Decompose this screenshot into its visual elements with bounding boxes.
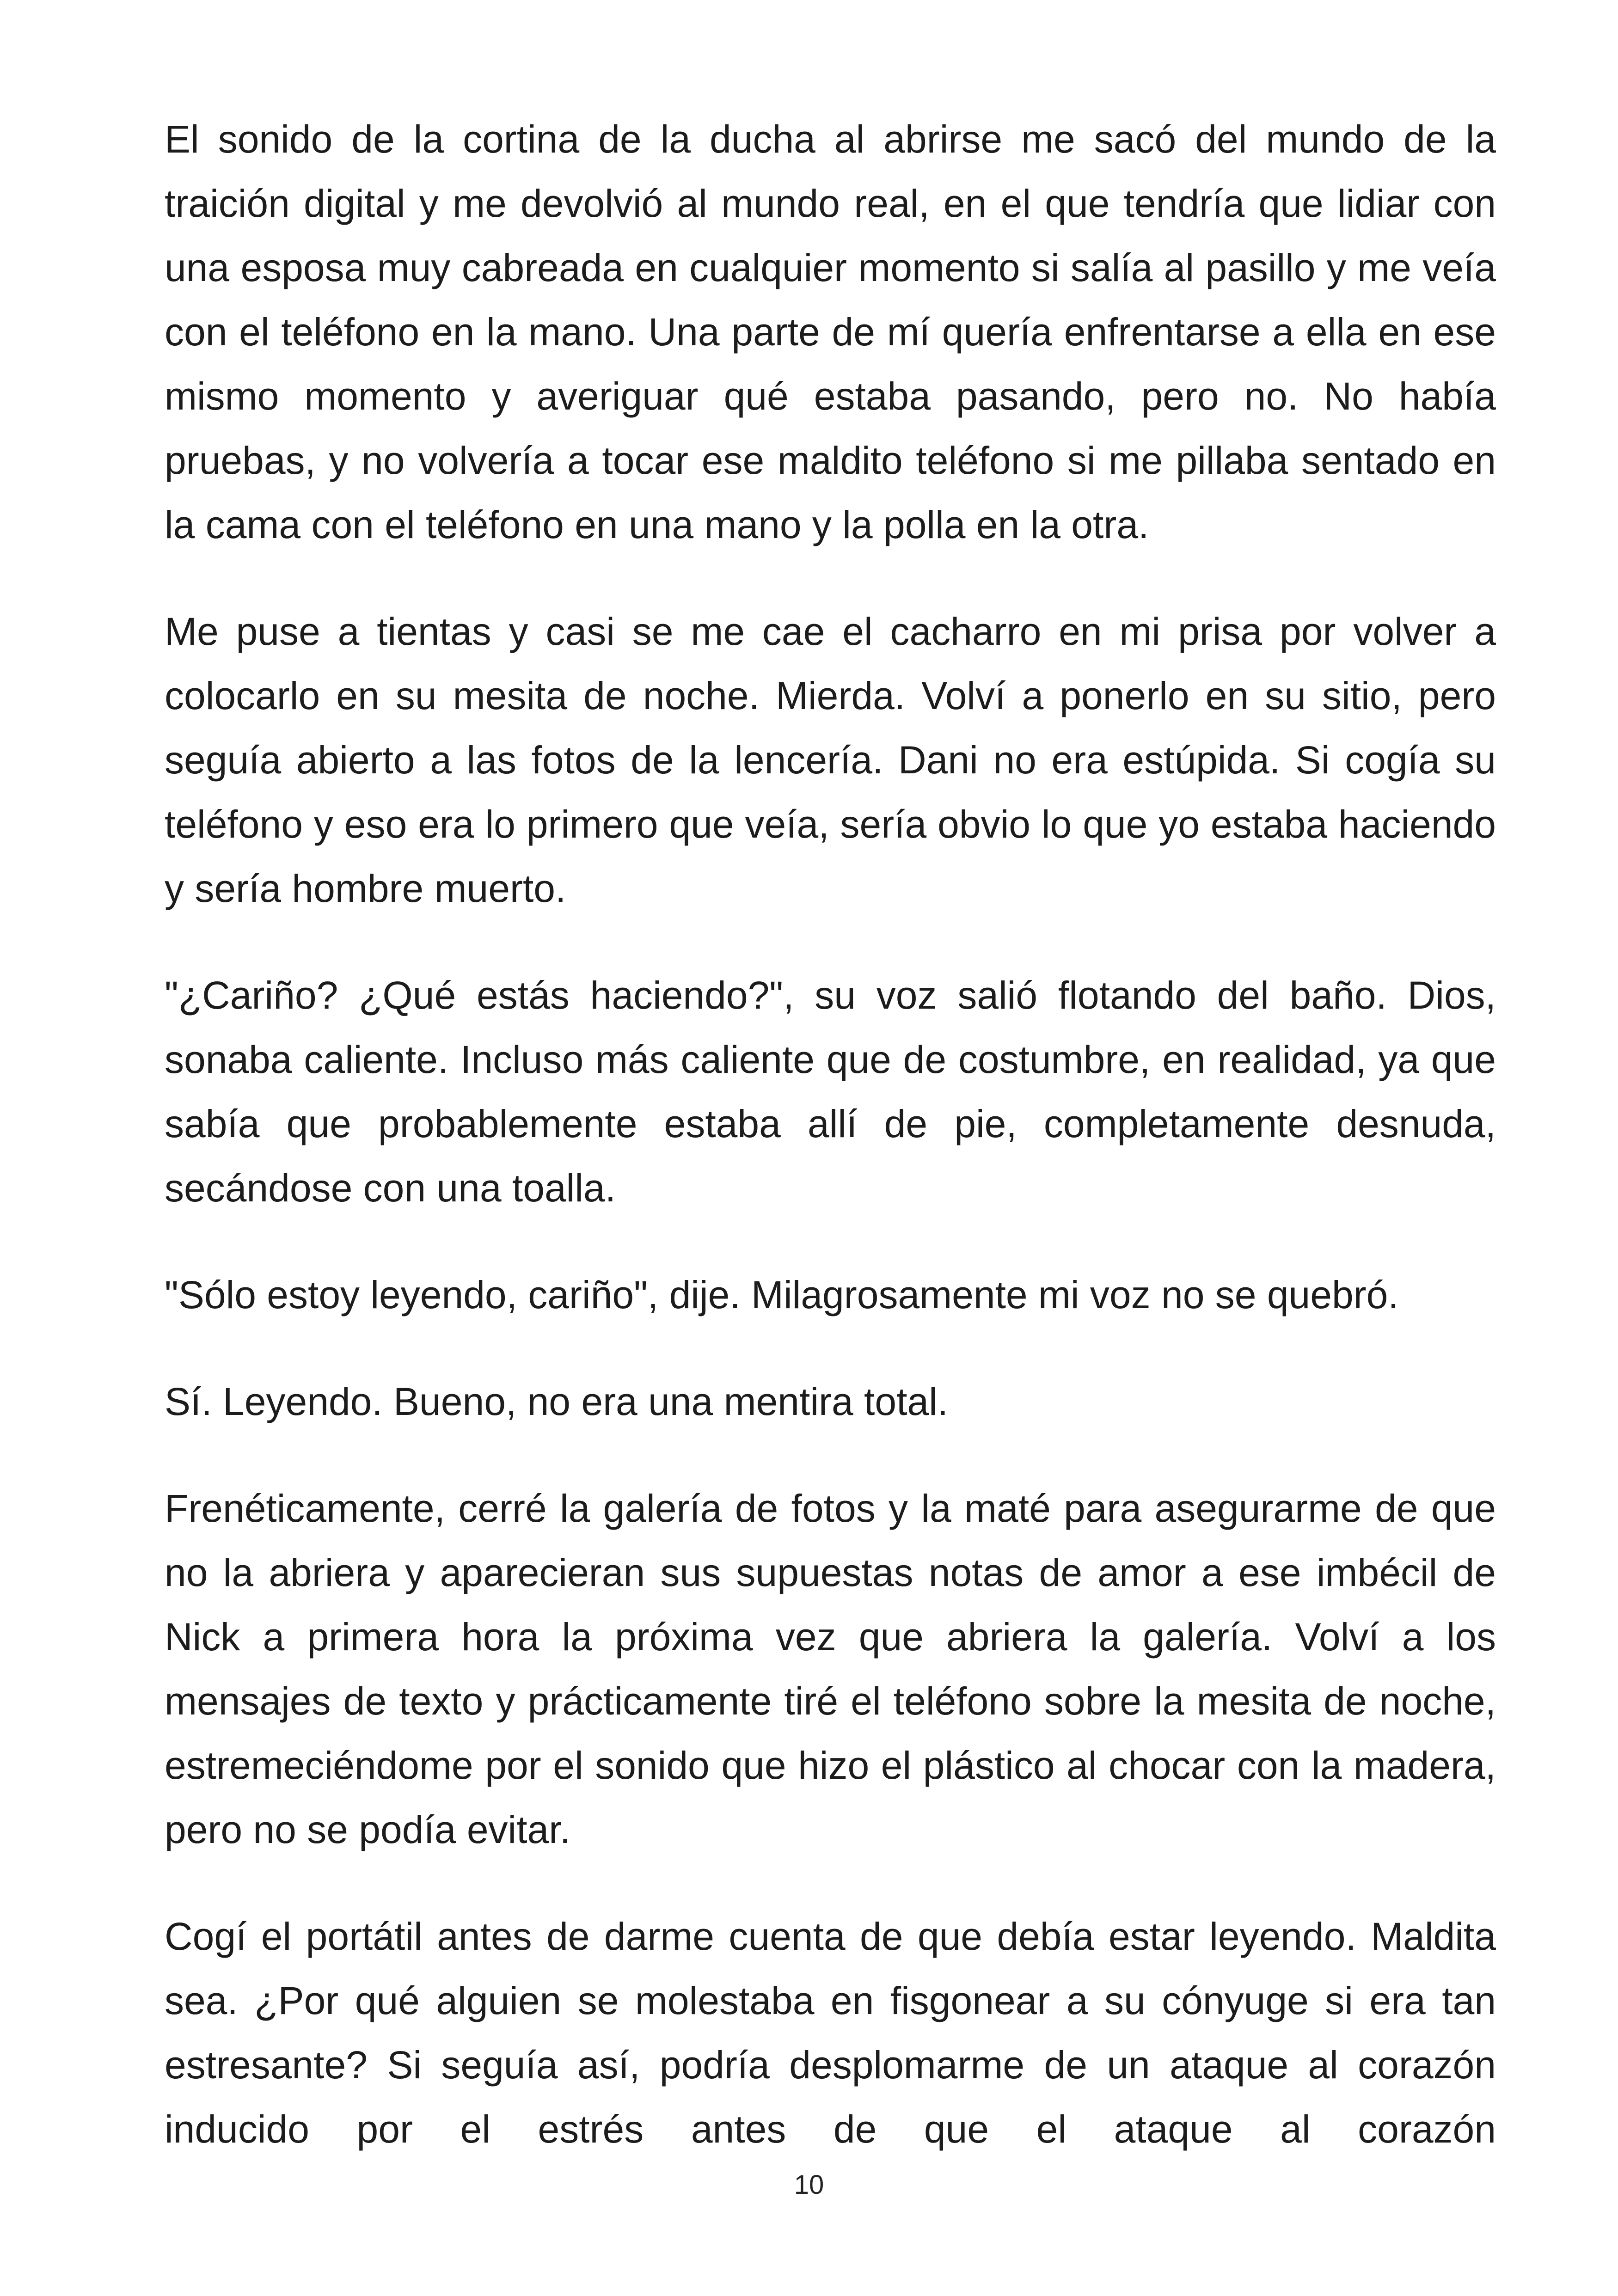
body-text bbox=[165, 107, 1496, 2161]
paragraph: Cogí el portátil antes de darme cuenta de que debía estar leyendo. Maldita sea. ¿Por qué alguien se molestaba en fisgonear a su cónyuge si era tan estresante? Si seguía así, podría desplomarme de un ataque al corazón inducido por el estrés antes de que el ataque al corazón bbox=[165, 1915, 1496, 2151]
paragraph: Frenéticamente, cerré la galería de fotos y la maté para asegurarme de que no la abriera y aparecieran sus supuestas notas de amor a ese imbécil de Nick a primera hora la próxima vez que abriera la galería. Volví a los mensajes de texto y prácticamente tiré el teléfono sobre la mesita de noche, estremeciéndome por el sonido que hizo el plástico al chocar con la madera, pero no se podía evitar. bbox=[165, 1487, 1496, 1851]
paragraph: El sonido de la cortina de la ducha al abrirse me sacó del mundo de la traición digital y me devolvió al mundo real, en el que tendría que lidiar con una esposa muy cabreada en cualquier momento si salía al pasillo y me veía con el teléfono en la mano. Una parte de mí quería enfrentarse a ella en ese mismo momento y averiguar qué estaba pasando, pero no. No había pruebas, y no volvería a tocar ese maldito teléfono si me pillaba sentado en la cama con el teléfono en una mano y la polla en la otra. bbox=[165, 117, 1496, 546]
paragraph: Me puse a tientas y casi se me cae el cacharro en mi prisa por volver a colocarlo en su mesita de noche. Mierda. Volví a ponerlo en su sitio, pero seguía abierto a las fotos de la lencería. Dani no era estúpida. Si cogía su teléfono y eso era lo primero que veía, sería obvio lo que yo estaba haciendo y sería hombre muerto. bbox=[165, 610, 1496, 910]
paragraph: "Sólo estoy leyendo, cariño", dije. Milagrosamente mi voz no se quebró. bbox=[165, 1273, 1399, 1316]
page-number: 10 bbox=[794, 2170, 824, 2200]
paragraph: "¿Cariño? ¿Qué estás haciendo?", su voz salió flotando del baño. Dios, sonaba caliente. Incluso más caliente que de costumbre, en realidad, ya que sabía que probablemente estaba allí de pie, completamente desnuda, secándose con una toalla. bbox=[165, 974, 1496, 1210]
paragraph: Sí. Leyendo. Bueno, no era una mentira total. bbox=[165, 1380, 949, 1423]
